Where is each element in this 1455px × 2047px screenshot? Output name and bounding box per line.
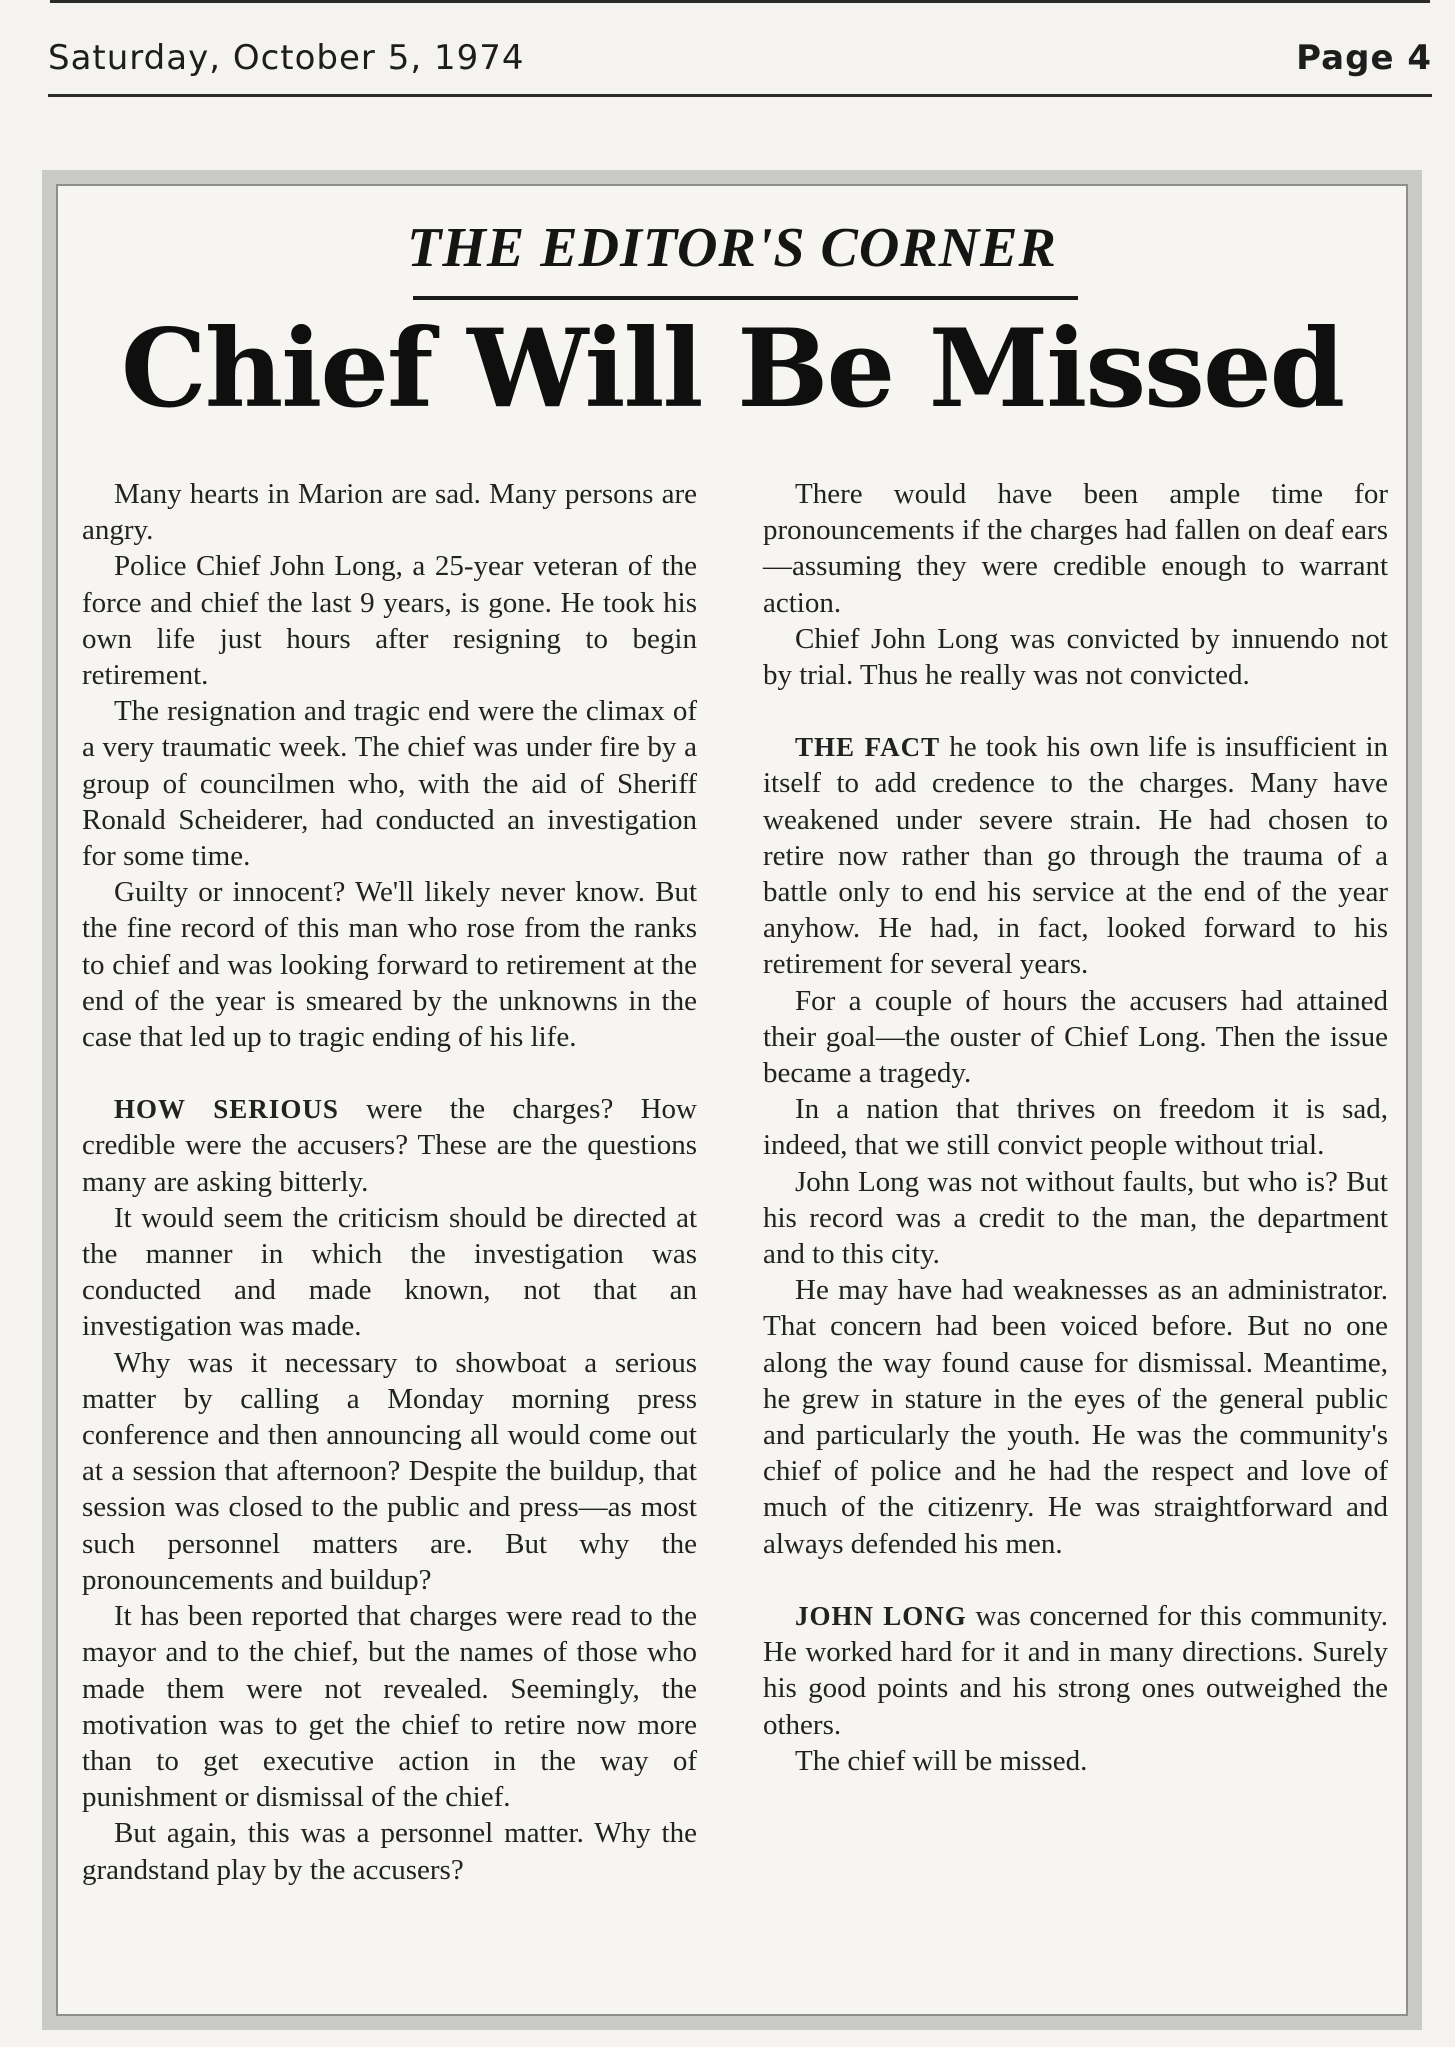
paragraph <box>82 1200 697 1345</box>
paragraph <box>82 476 697 548</box>
paragraph <box>82 1091 697 1200</box>
paragraph <box>763 1598 1388 1743</box>
paragraph <box>763 983 1388 1092</box>
paragraph-text: It would seem the criticism should be directed at the manner in which the investigation was conducted and made known, not that an investigation was made. <box>82 1201 697 1343</box>
paragraph-text: In a nation that thrives on freedom it is sad, indeed, that we still convict people without trial. <box>763 1093 1388 1162</box>
dateline <box>48 28 1432 88</box>
lead-in: HOW SERIOUS <box>114 1094 339 1125</box>
paragraph-text: But again, this was a personnel matter. Why the grandstand play by the accusers? <box>82 1817 697 1886</box>
paragraph <box>763 1272 1388 1562</box>
paragraph-text: was concerned for this community. He worked hard for it and in many directions. Surely his good points and his strong ones outweighed the others. <box>763 1599 1388 1741</box>
column-kicker: THE EDITOR'S CORNER <box>407 217 1057 279</box>
editorial-box-inner <box>56 184 1408 2016</box>
paragraph-text: There would have been ample time for pronouncements if the charges had fallen on deaf ears—assuming they were credible enough to warrant action. <box>763 478 1388 619</box>
paragraph <box>82 874 697 1055</box>
lead-in: JOHN LONG <box>795 1600 967 1631</box>
paragraph <box>82 548 697 693</box>
paragraph-text: Why was it necessary to showboat a serious matter by calling a Monday morning press conference and then announcing all would come out at a session that afternoon? Despite the buildup, that session was closed to the public and press—as most such personnel matters are. But why the pronouncements and buildup? <box>82 1346 697 1596</box>
paragraph-text: Police Chief John Long, a 25-year veteran of the force and chief the last 9 years, is gone. He took his own life just hours after resigning to begin retirement. <box>82 550 697 692</box>
paragraph <box>82 1598 697 1815</box>
paragraph-text: For a couple of hours the accusers had attained their goal—the ouster of Chief Long. Then the issue became a tragedy. <box>763 984 1388 1090</box>
paragraph <box>763 1164 1388 1273</box>
editorial-box <box>42 170 1422 2030</box>
paragraph <box>763 476 1388 621</box>
paragraph-text: He may have had weaknesses as an administrator. That concern had been voiced before. But no one along the way found cause for dismissal. Meantime, he grew in stature in the eyes of the general public and particularly the youth. He was the community's chief of police and he had the respect and love of much of the citizenry. He was straightforward and always defended his men. <box>763 1274 1388 1560</box>
paragraph <box>763 621 1388 693</box>
paragraph <box>763 1743 1388 1779</box>
paragraph <box>82 1815 697 1887</box>
paragraph <box>763 1091 1388 1163</box>
right-column <box>763 476 1388 1779</box>
kicker-rule <box>413 296 1078 300</box>
paragraph-text: It has been reported that charges were read to the mayor and to the chief, but the names of those who made them were not revealed. Seemingly, the motivation was to get the chief to retire now more than to get executive action in the way of punishment or dismissal of the chief. <box>82 1600 697 1814</box>
paragraph-text: The chief will be missed. <box>795 1744 1088 1777</box>
header-rule <box>48 94 1432 97</box>
page-number: Page 4 <box>1296 38 1432 78</box>
left-column <box>82 476 697 1888</box>
paragraph <box>763 729 1388 982</box>
paragraph-text: he took his own life is insufficient in itself to add credence to the charges. Many have weakened under severe strain. He had chosen to retire now rather than go through the trauma of a battle only to end his service at the end of the year anyhow. He had, in fact, looked forward to his retirement for several years. <box>763 731 1389 981</box>
headline: Chief Will Be Missed <box>120 306 1344 432</box>
paragraph-text: The resignation and tragic end were the climax of a very traumatic week. The chief was under fire by a group of councilmen who, with the aid of Sheriff Ronald Scheiderer, had conducted an investigation for some time. <box>82 695 697 873</box>
paragraph-text: were the charges? How credible were the accusers? These are the questions many are asking bitterly. <box>82 1093 697 1198</box>
paragraph <box>82 1345 697 1598</box>
lead-in: THE FACT <box>795 732 941 763</box>
paragraph-text: Guilty or innocent? We'll likely never know. But the fine record of this man who rose from the ranks to chief and was looking forward to retirement at the end of the year is smeared by the unknowns in the case that led up to tragic ending of his life. <box>82 876 697 1054</box>
paragraph <box>82 693 697 874</box>
paragraph-text: Many hearts in Marion are sad. Many persons are angry. <box>82 478 697 547</box>
issue-date: Saturday, October 5, 1974 <box>48 38 525 78</box>
top-rule <box>50 0 1430 3</box>
paragraph-text: Chief John Long was convicted by innuendo not by trial. Thus he really was not convicted. <box>763 622 1388 692</box>
paragraph-text: John Long was not without faults, but who is? But his record was a credit to the man, the department and to this city. <box>763 1165 1388 1271</box>
